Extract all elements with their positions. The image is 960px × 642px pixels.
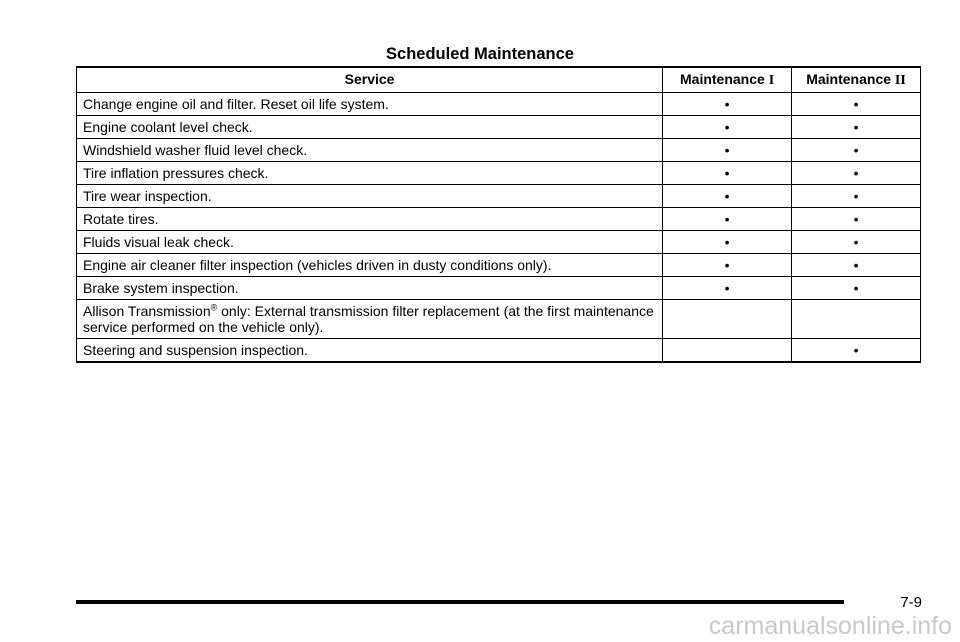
row-service: Rotate tires.: [77, 208, 663, 231]
row-maintenance-1-mark: •: [663, 162, 792, 185]
page-title: Scheduled Maintenance: [386, 45, 574, 63]
table-row: [77, 162, 921, 185]
table-row: [77, 300, 921, 339]
table-row: [77, 139, 921, 162]
header-maintenance-1: [663, 67, 792, 93]
row-maintenance-1-mark: •: [663, 93, 792, 116]
row-service-part-a: Allison Transmission: [83, 303, 211, 319]
row-service: Fluids visual leak check.: [77, 231, 663, 254]
row-maintenance-1-mark: •: [663, 231, 792, 254]
header-maintenance-1-text: Maintenance: [680, 71, 769, 87]
row-service: Steering and suspension inspection.: [77, 339, 663, 363]
row-service: Windshield washer fluid level check.: [77, 139, 663, 162]
table-row: [77, 231, 921, 254]
row-maintenance-1-mark: •: [663, 185, 792, 208]
row-service: Engine coolant level check.: [77, 116, 663, 139]
row-maintenance-2-mark: •: [792, 231, 921, 254]
table-row: [77, 116, 921, 139]
row-maintenance-2-mark: [792, 300, 921, 339]
row-service: Change engine oil and filter. Reset oil life system.: [77, 93, 663, 116]
table-row: [77, 339, 921, 363]
maintenance-table: [76, 66, 921, 363]
row-maintenance-1-mark: [663, 300, 792, 339]
table-row: [77, 185, 921, 208]
registered-mark: ®: [210, 302, 218, 313]
row-maintenance-2-mark: •: [792, 185, 921, 208]
header-maintenance-2-text: Maintenance: [806, 71, 895, 87]
row-maintenance-2-mark: •: [792, 208, 921, 231]
page-number: 7-9: [900, 594, 922, 611]
row-maintenance-2-mark: •: [792, 277, 921, 300]
row-service: Tire inflation pressures check.: [77, 162, 663, 185]
header-service: Service: [77, 67, 663, 93]
footer-rule: [76, 600, 844, 604]
row-service: Brake system inspection.: [77, 277, 663, 300]
row-maintenance-2-mark: •: [792, 93, 921, 116]
table-row: [77, 208, 921, 231]
table-header-row: [77, 67, 921, 93]
row-maintenance-2-mark: •: [792, 339, 921, 363]
row-service: [77, 300, 663, 339]
table-row: [77, 277, 921, 300]
row-maintenance-1-mark: •: [663, 277, 792, 300]
header-maintenance-2-roman: II: [894, 73, 906, 88]
row-maintenance-1-mark: •: [663, 254, 792, 277]
row-service: Engine air cleaner filter inspection (vehicles driven in dusty conditions only).: [77, 254, 663, 277]
table-row: [77, 93, 921, 116]
row-maintenance-1-mark: •: [663, 116, 792, 139]
header-maintenance-1-roman: I: [768, 73, 775, 88]
header-maintenance-2: [792, 67, 921, 93]
watermark: carmanualsonline.info: [708, 612, 952, 640]
row-maintenance-1-mark: •: [663, 139, 792, 162]
row-maintenance-1-mark: [663, 339, 792, 363]
row-maintenance-2-mark: •: [792, 139, 921, 162]
row-service-part-b: only: External transmission filter replacement (at the first maintenance service performed on the vehicle only).: [83, 303, 654, 335]
row-maintenance-2-mark: •: [792, 162, 921, 185]
table-row: [77, 254, 921, 277]
row-maintenance-2-mark: •: [792, 116, 921, 139]
row-maintenance-1-mark: •: [663, 208, 792, 231]
row-service: Tire wear inspection.: [77, 185, 663, 208]
row-maintenance-2-mark: •: [792, 254, 921, 277]
